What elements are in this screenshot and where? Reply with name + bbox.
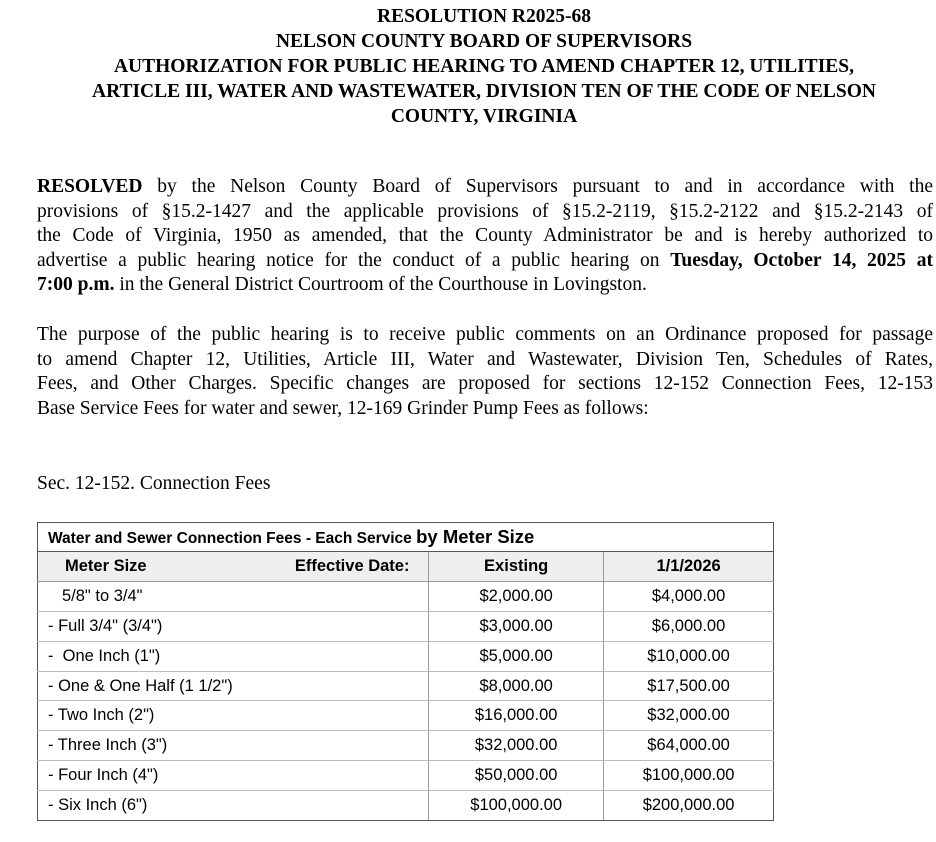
resolved-keyword: RESOLVED [37, 176, 143, 197]
new-fee-cell: $32,000.00 [604, 701, 774, 731]
meter-size-cell: - Four Inch (4") [38, 761, 289, 791]
document-header [20, 4, 936, 129]
new-fee-cell: $10,000.00 [604, 641, 774, 671]
resolved-line-2: provisions of §15.2-1427 and the applicable provisions of §15.2-2119, §15.2-2122 and §15.2-2143 of [37, 200, 933, 222]
meter-size-cell: - Two Inch (2") [38, 701, 289, 731]
existing-fee-cell: $100,000.00 [429, 791, 604, 821]
existing-fee-cell: $8,000.00 [429, 671, 604, 701]
purpose-line-2: to amend Chapter 12, Utilities, Article III, Water and Wastewater, Division Ten, Schedules of Rates, [37, 348, 933, 370]
table-row [38, 701, 774, 731]
header-new-date: 1/1/2026 [604, 552, 774, 582]
table-row [38, 671, 774, 701]
resolution-title-line-3: COUNTY, VIRGINIA [390, 106, 578, 127]
table-row [38, 761, 774, 791]
resolution-number: RESOLUTION R2025-68 [377, 6, 591, 27]
resolved-line-4: advertise a public hearing notice for the conduct of a public hearing on Tuesday, October 14, 2025 at [37, 249, 934, 271]
existing-fee-cell: $50,000.00 [429, 761, 604, 791]
new-fee-cell: $6,000.00 [604, 611, 774, 641]
existing-fee-cell: $5,000.00 [429, 641, 604, 671]
resolution-title-line-2: ARTICLE III, WATER AND WASTEWATER, DIVISION TEN OF THE CODE OF NELSON [91, 81, 877, 102]
table-caption: Water and Sewer Connection Fees - Each Service by Meter Size [38, 523, 774, 552]
meter-size-cell: - Six Inch (6") [38, 791, 289, 821]
section-title: Sec. 12-152. Connection Fees [37, 473, 271, 494]
meter-size-cell: - Three Inch (3") [38, 731, 289, 761]
header-meter-size: Meter Size [38, 552, 289, 582]
new-fee-cell: $17,500.00 [604, 671, 774, 701]
meter-size-cell: - One Inch (1") [38, 641, 289, 671]
existing-fee-cell: $32,000.00 [429, 731, 604, 761]
table-row [38, 581, 774, 611]
existing-fee-cell: $2,000.00 [429, 581, 604, 611]
purpose-line-4: Base Service Fees for water and sewer, 12-169 Grinder Pump Fees as follows: [37, 397, 649, 419]
table-row [38, 611, 774, 641]
hearing-time: 7:00 p.m. [37, 274, 115, 296]
table-header-row [38, 552, 774, 582]
purpose-paragraph [37, 323, 933, 421]
meter-size-cell: - One & One Half (1 1/2") [38, 671, 289, 701]
resolved-line-5: 7:00 p.m. in the General District Courtroom of the Courthouse in Lovingston. [37, 274, 647, 296]
table-row [38, 791, 774, 821]
new-fee-cell: $100,000.00 [604, 761, 774, 791]
connection-fees-table [37, 522, 774, 821]
header-effective-date: Effective Date: [289, 552, 429, 582]
existing-fee-cell: $3,000.00 [429, 611, 604, 641]
purpose-line-3: Fees, and Other Charges. Specific changes are proposed for sections 12-152 Connection Fees, 12-153 [37, 373, 933, 395]
resolved-line-3: the Code of Virginia, 1950 as amended, that the County Administrator be and is hereby authorized to [37, 225, 933, 247]
resolved-paragraph [37, 175, 933, 298]
meter-size-cell: 5/8" to 3/4" [38, 581, 289, 611]
resolved-line-1: RESOLVED by the Nelson County Board of Supervisors pursuant to and in accordance with the [37, 176, 933, 197]
meter-size-cell: - Full 3/4" (3/4") [38, 611, 289, 641]
table-row [38, 641, 774, 671]
resolution-title-line-1: AUTHORIZATION FOR PUBLIC HEARING TO AMEND CHAPTER 12, UTILITIES, [113, 56, 855, 77]
new-fee-cell: $4,000.00 [604, 581, 774, 611]
new-fee-cell: $64,000.00 [604, 731, 774, 761]
hearing-date: Tuesday, October 14, 2025 at [670, 249, 934, 271]
header-existing: Existing [429, 552, 604, 582]
table-row [38, 731, 774, 761]
existing-fee-cell: $16,000.00 [429, 701, 604, 731]
board-name: NELSON COUNTY BOARD OF SUPERVISORS [275, 31, 693, 52]
purpose-line-1: The purpose of the public hearing is to receive public comments on an Ordinance proposed for passage [37, 324, 933, 345]
new-fee-cell: $200,000.00 [604, 791, 774, 821]
